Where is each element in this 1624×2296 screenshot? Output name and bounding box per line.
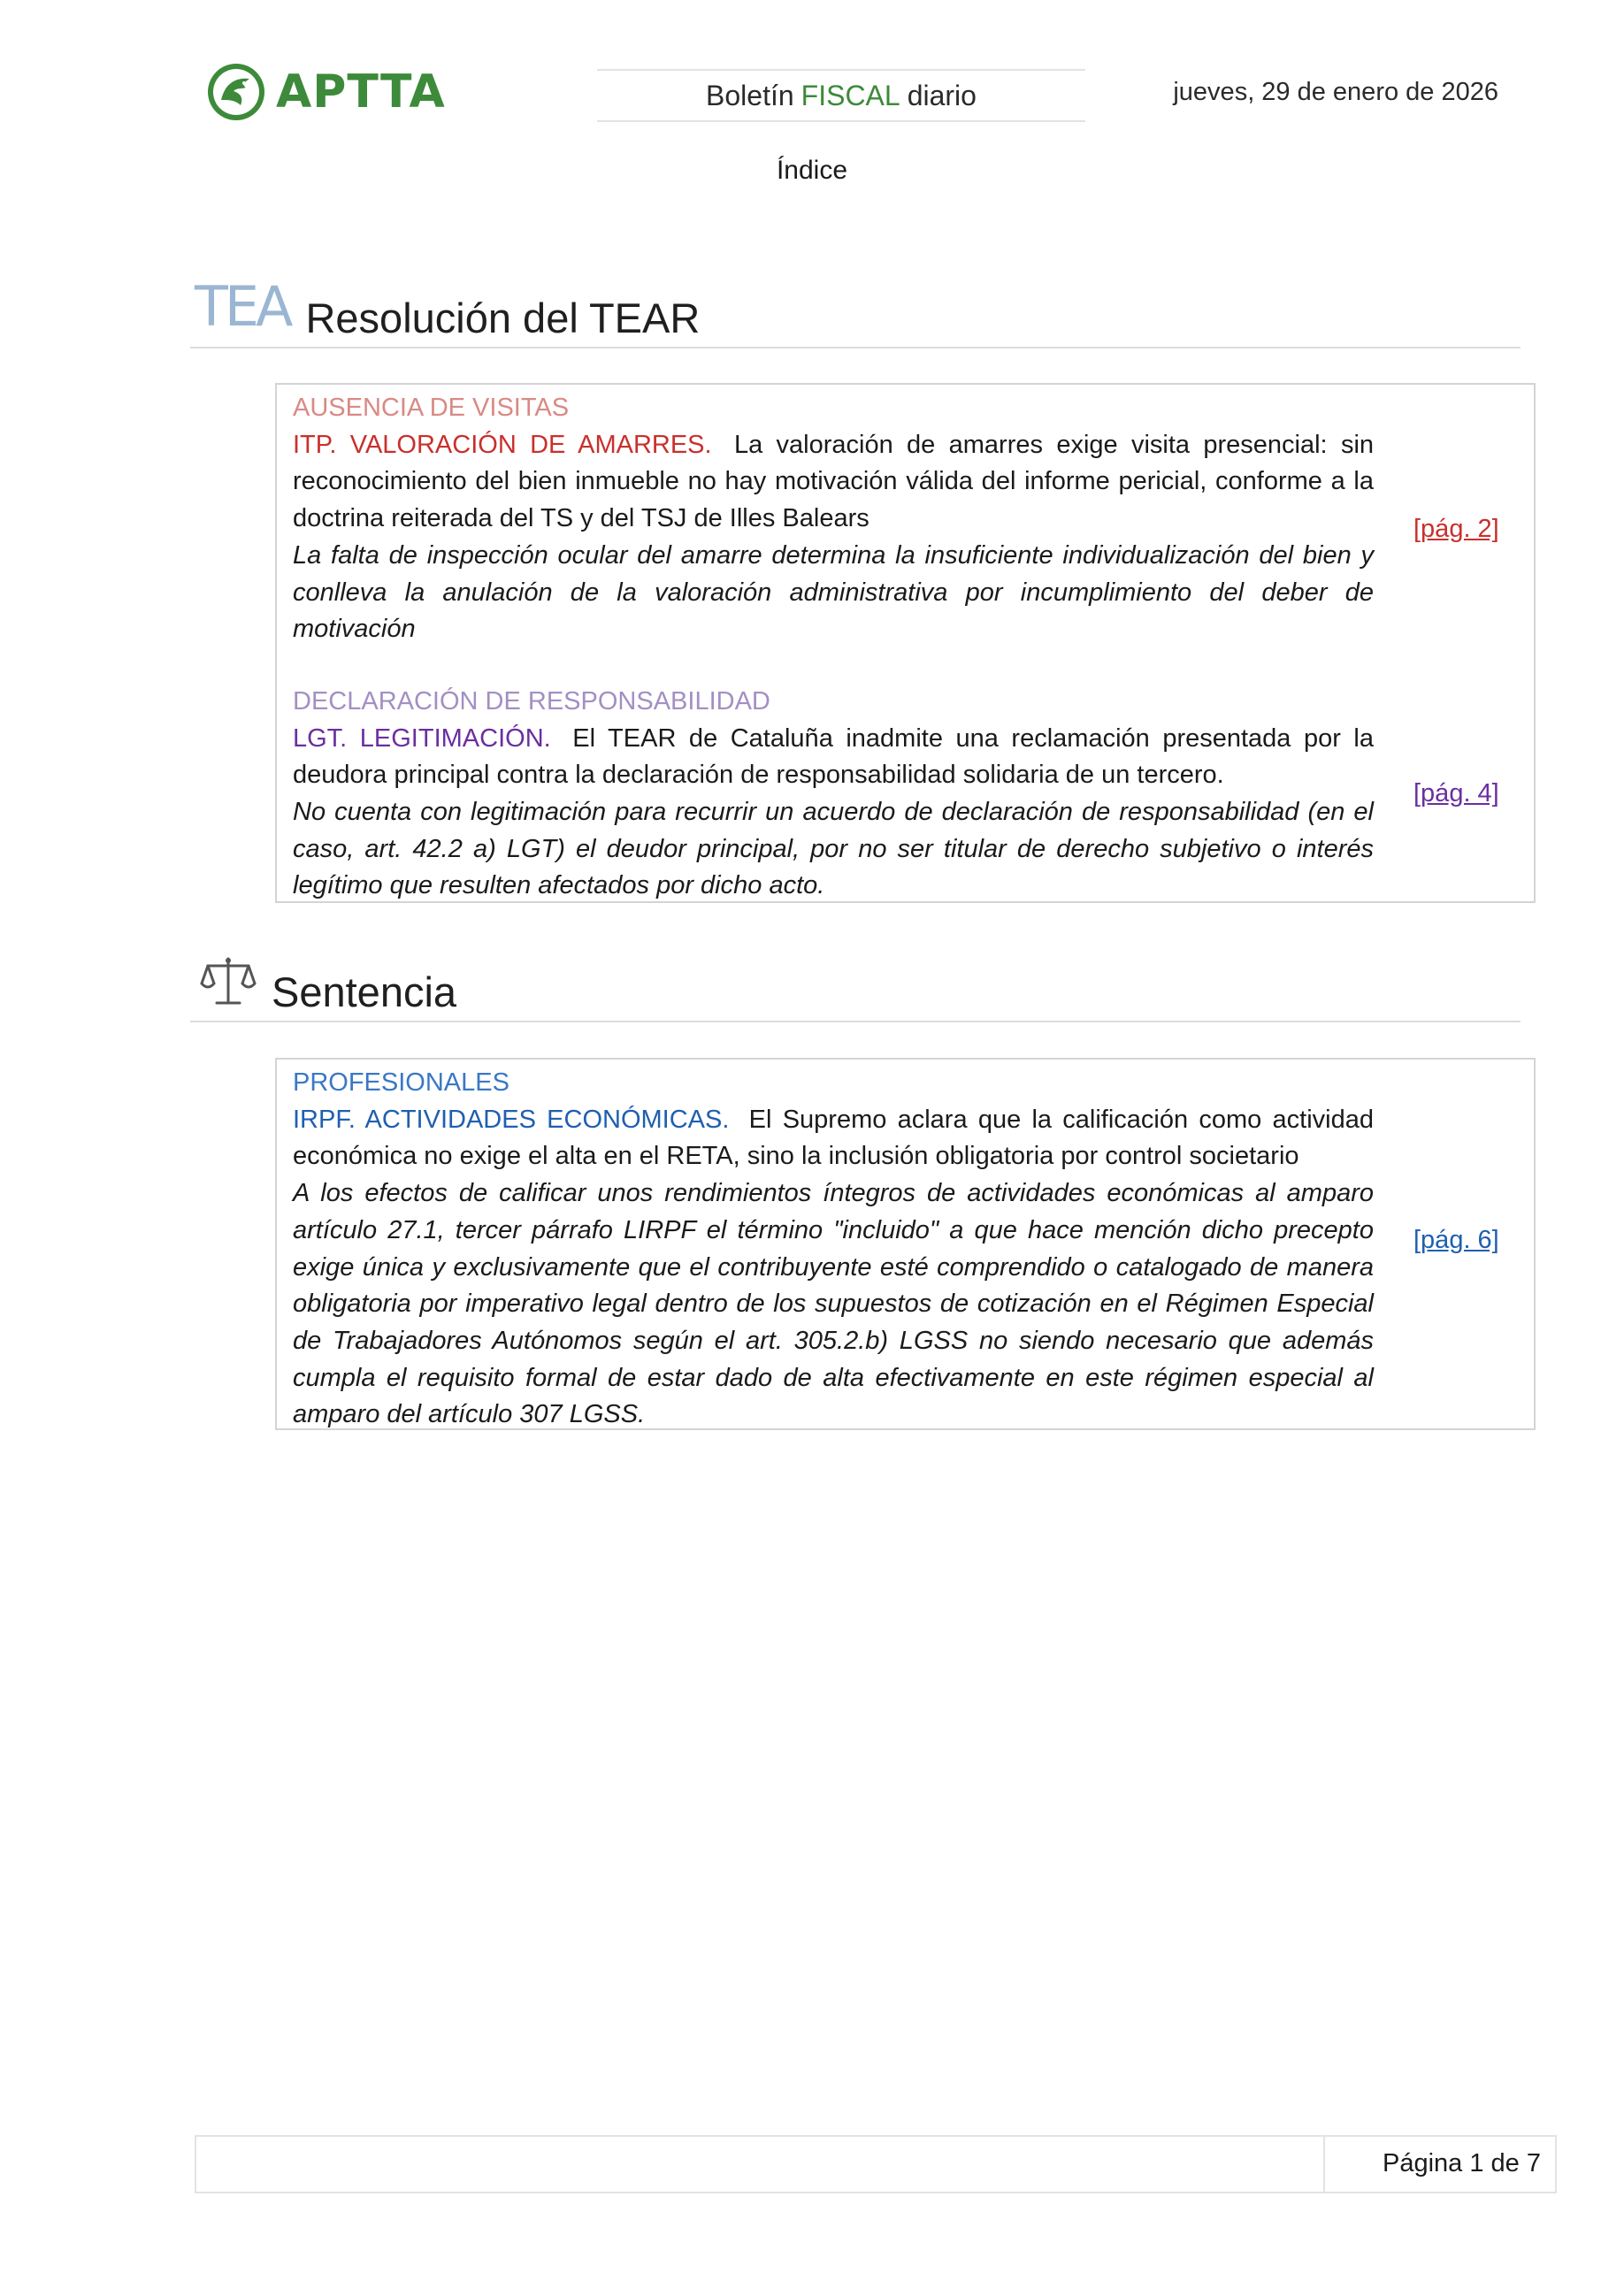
- entry-declaracion-responsabilidad: [277, 648, 1534, 905]
- section-heading-tear: [190, 262, 1521, 348]
- page-footer: [195, 2135, 1557, 2193]
- section-title: Sentencia: [272, 968, 457, 1016]
- entry-category: DECLARACIÓN DE RESPONSABILIDAD: [293, 686, 770, 716]
- bulletin-title: [597, 69, 1085, 122]
- section-title: Resolución del TEAR: [305, 295, 701, 342]
- entry-body: [293, 1065, 1374, 1434]
- page-link-2[interactable]: [pág. 2]: [1413, 515, 1499, 543]
- page-link-4[interactable]: [pág. 4]: [1413, 778, 1499, 807]
- dragon-logo-icon: [205, 61, 267, 123]
- entry-lead: IRPF. ACTIVIDADES ECONÓMICAS.: [293, 1105, 730, 1134]
- entry-category: PROFESIONALES: [293, 1068, 509, 1097]
- entry-summary: La falta de inspección ocular del amarre determina la insuficiente individualización del bien y conlleva la anulación de la valoración administrativa por incumplimiento del deber de motivación: [293, 540, 1374, 644]
- tea-icon: TEA: [195, 274, 290, 339]
- aptta-logo: [205, 58, 446, 126]
- entry-body: [293, 390, 1374, 648]
- entry-description: La valoración de amarres exige visita presencial: sin reconocimiento del bien inmueble no hay motivación válida del informe pericial, conforme a la doctrina reiterada del TS y del TSJ de Illes Balears: [293, 430, 1375, 533]
- page-link-6[interactable]: [pág. 6]: [1413, 1226, 1499, 1254]
- entries-box-sentencia: [275, 1058, 1536, 1430]
- index-title: Índice: [776, 156, 848, 185]
- entry-text: [293, 721, 1374, 794]
- entry-text: [293, 1102, 1374, 1175]
- entry-summary: A los efectos de calificar unos rendimientos íntegros de actividades económicas al amparo artículo 27.1, tercer párrafo LIRPF el término "incluido" a que hace mención dicho precepto exige única y exclusivamente que el contribuyente esté comprendido o catalogado de manera obligatoria por imperativo legal dentro de los supuestos de cotización en el Régimen Especial de Trabajadores Autónomos según el art. 305.2.b) LGSS no siendo necesario que además cumpla el requisito formal de estar dado de alta efectivamente en este régimen especial al amparo del artículo 307 LGSS.: [293, 1179, 1374, 1429]
- bulletin-title-pre: Boletín: [706, 79, 794, 111]
- entry-description: El Supremo aclara que la calificación como actividad económica no exige el alta en el RETA, sino la inclusión obligatoria por control societario: [293, 1105, 1374, 1171]
- footer-divider: [1323, 2137, 1325, 2192]
- entry-profesionales: [277, 1060, 1534, 1434]
- logo-text: APTTA: [276, 65, 446, 119]
- bulletin-title-post: diario: [907, 79, 977, 111]
- entry-lead: ITP. VALORACIÓN DE AMARRES.: [293, 430, 712, 459]
- entry-category: AUSENCIA DE VISITAS: [293, 394, 570, 422]
- entries-box-tear: [275, 383, 1536, 903]
- section-heading-sentencia: [190, 941, 1521, 1022]
- entry-lead: LGT. LEGITIMACIÓN.: [293, 723, 551, 753]
- scale-icon: [199, 955, 257, 1021]
- entry-description: El TEAR de Cataluña inadmite una reclamación presentada por la deudora principal contra la declaración de responsabilidad solidaria de un tercero.: [293, 723, 1374, 790]
- entry-ausencia-visitas: [277, 385, 1534, 648]
- bulletin-date: jueves, 29 de enero de 2026: [1173, 78, 1498, 106]
- entry-text: [293, 427, 1374, 538]
- bulletin-title-highlight: FISCAL: [801, 79, 900, 111]
- entry-body: [293, 684, 1374, 905]
- entry-summary: No cuenta con legitimación para recurrir un acuerdo de declaración de responsabilidad (en el caso, art. 42.2 a) LGT) el deudor principal, por no ser titular de derecho subjetivo o interés legítimo que resulten afectados por dicho acto.: [293, 798, 1374, 900]
- page-number: Página 1 de 7: [1383, 2149, 1541, 2177]
